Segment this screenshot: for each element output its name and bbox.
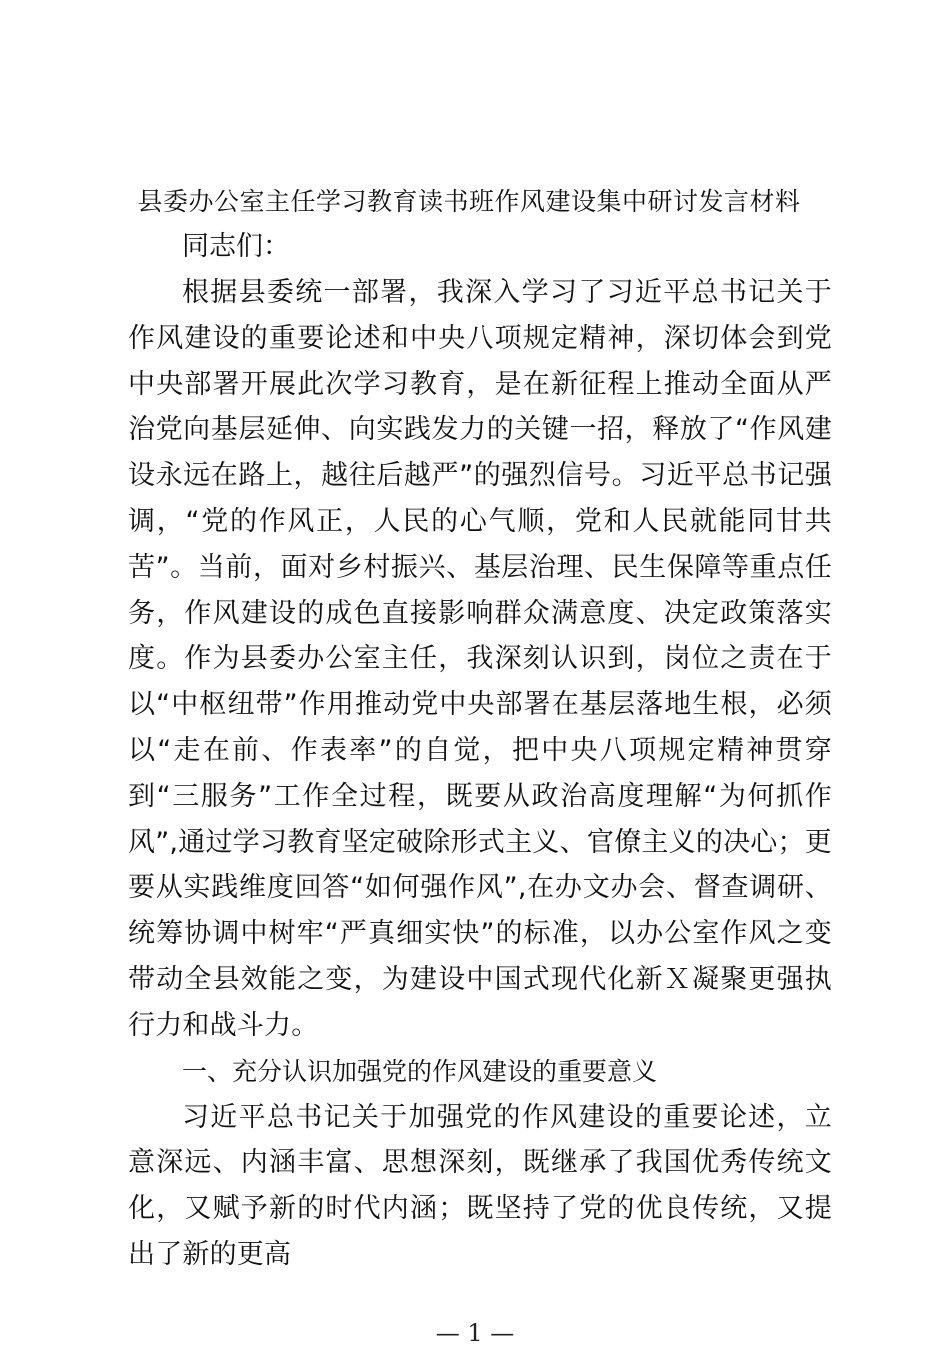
- paragraph-section-1: 习近平总书记关于加强党的作风建设的重要论述，立意深远、内涵丰富、思想深刻，既继承了我国优秀传统文化，又赋予新的时代内涵；既坚持了党的优良传统，又提出了新的更高: [128, 1101, 832, 1270]
- greeting: 同志们：: [182, 231, 290, 262]
- section-heading-1: 一、充分认识加强党的作风建设的重要意义: [182, 1056, 658, 1086]
- page-number: — 1 —: [435, 1319, 515, 1347]
- document-body: [128, 180, 832, 1278]
- document-title: 县委办公室主任学习教育读书班作风建设集中研讨发言材料: [137, 187, 801, 216]
- paragraph-intro: 根据县委统一部署，我深入学习了习近平总书记关于作风建设的重要论述和中央八项规定精神，深切体会到党中央部署开展此次学习教育，是在新征程上推动全面从严治党向基层延伸、向实践发力的关键一招，释放了“作风建设永远在路上，越往后越严”的强烈信号。习近平总书记强调，“党的作风正，人民的心气顺，党和人民就能同甘共苦”。当前，面对乡村振兴、基层治理、民生保障等重点任务，作风建设的成色直接影响群众满意度、决定政策落实度。作为县委办公室主任，我深刻认识到，岗位之责在于以“中枢纽带”作用推动党中央部署在基层落地生根，必须以“走在前、作表率”的自觉，把中央八项规定精神贯穿到“三服务”工作全过程，既要从政治高度理解“为何抓作风”,通过学习教育坚定破除形式主义、官僚主义的决心；更要从实践维度回答“如何强作风”,在办文办会、督查调研、统筹协调中树牢“严真细实快”的标准，以办公室作风之变带动全县效能之变，为建设中国式现代化新Ｘ凝聚更强执行力和战斗力。: [128, 277, 832, 1041]
